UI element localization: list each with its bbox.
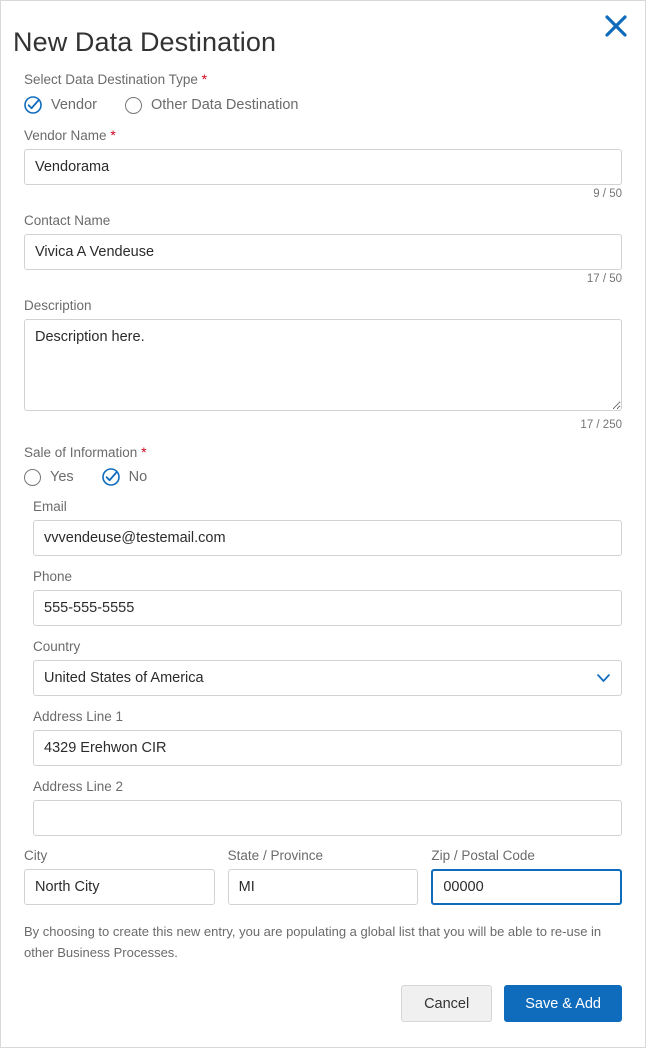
label-zip-postal-code: Zip / Postal Code	[431, 848, 535, 863]
label-country: Country	[33, 639, 81, 654]
radio-option-other-data-destination[interactable]	[125, 97, 299, 114]
label-vendor-name	[24, 127, 622, 144]
radio-option-no[interactable]	[102, 468, 148, 486]
label-contact-name: Contact Name	[24, 213, 111, 228]
zip-column	[431, 848, 622, 905]
label-sale-of-information-text: Sale of Information	[24, 445, 138, 460]
state-province-field[interactable]	[228, 869, 419, 905]
email-field[interactable]	[33, 520, 622, 556]
city-field[interactable]	[24, 869, 215, 905]
form-note: By choosing to create this new entry, you are populating a global list that you will be able to re-use in other Business Processes.	[24, 924, 602, 960]
required-marker: *	[201, 71, 208, 87]
label-address-line-1: Address Line 1	[33, 709, 124, 724]
dialog-actions	[24, 985, 622, 1022]
dialog-content	[1, 71, 645, 1022]
radio-unselected-icon	[125, 97, 142, 114]
radio-option-vendor-label: Vendor	[51, 97, 97, 113]
radio-option-yes-label: Yes	[50, 469, 74, 485]
contact-details-group	[24, 499, 622, 836]
radio-selected-icon	[102, 468, 120, 486]
radio-option-vendor[interactable]	[24, 96, 97, 114]
address-line-1-field[interactable]	[33, 730, 622, 766]
label-phone: Phone	[33, 569, 73, 584]
city-column	[24, 848, 215, 905]
description-textarea[interactable]	[24, 319, 622, 411]
save-and-add-button[interactable]: Save & Add	[504, 985, 622, 1022]
label-email: Email	[33, 499, 67, 514]
label-sale-of-information	[24, 444, 622, 461]
contact-name-counter: 17 / 50	[586, 273, 622, 285]
label-state-province: State / Province	[227, 848, 323, 863]
label-destination-type	[24, 71, 622, 88]
close-icon[interactable]	[599, 9, 633, 43]
radio-option-no-label: No	[128, 469, 148, 485]
radio-unselected-icon	[24, 469, 41, 486]
label-vendor-name-text: Vendor Name	[24, 128, 107, 143]
cancel-button[interactable]: Cancel	[401, 985, 492, 1022]
state-column	[228, 848, 419, 905]
label-address-line-2: Address Line 2	[33, 779, 124, 794]
label-destination-type-text: Select Data Destination Type	[24, 72, 198, 87]
label-description: Description	[24, 298, 92, 313]
country-select-wrapper	[33, 660, 622, 696]
description-counter: 17 / 250	[580, 419, 622, 431]
zip-postal-code-field[interactable]	[431, 869, 622, 905]
required-marker: *	[141, 444, 147, 460]
city-state-zip-row	[24, 848, 622, 905]
address-line-2-field[interactable]	[33, 800, 622, 836]
vendor-name-input[interactable]	[24, 149, 622, 185]
radio-option-other-label: Other Data Destination	[150, 97, 299, 113]
phone-field[interactable]	[33, 590, 622, 626]
label-city: City	[24, 848, 48, 863]
contact-name-input[interactable]	[24, 234, 622, 270]
sale-of-information-radio-group	[24, 468, 622, 486]
radio-option-yes[interactable]	[24, 469, 74, 486]
country-select[interactable]	[33, 660, 622, 696]
radio-selected-icon	[24, 96, 42, 114]
page-title: New Data Destination	[13, 27, 277, 57]
destination-type-radio-group	[24, 96, 622, 114]
vendor-name-counter: 9 / 50	[593, 188, 622, 200]
required-marker: *	[110, 127, 116, 143]
